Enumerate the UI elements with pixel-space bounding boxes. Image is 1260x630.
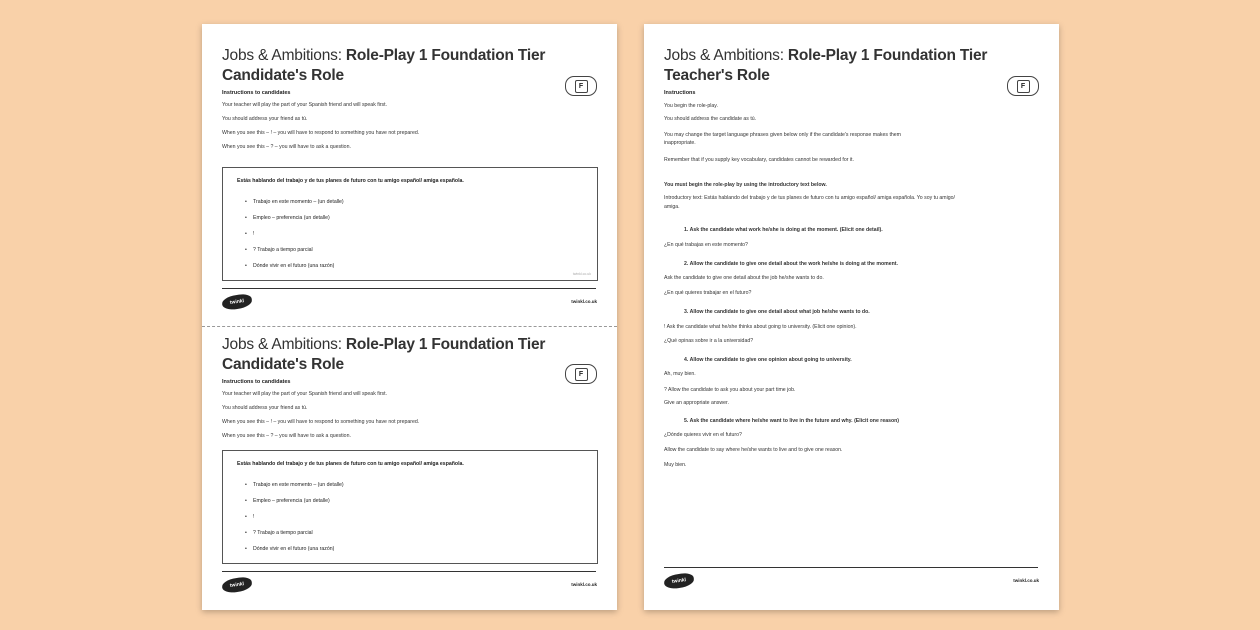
instruction-line: When you see this – ? – you will have to ask a question.	[222, 144, 351, 150]
candidate-sheet	[202, 24, 617, 610]
role-play-box	[222, 450, 598, 564]
instructions-heading: Instructions to candidates	[222, 379, 291, 385]
instruction-line: You should address the candidate as tú.	[664, 116, 757, 122]
instruction-line: Ask the candidate to give one detail about the job he/she wants to do.	[664, 275, 824, 281]
instruction-line: 2. Allow the candidate to give one detail about the work he/she is doing at the moment.	[684, 261, 898, 267]
instruction-line: When you see this – ! – you will have to respond to something you have not prepared.	[222, 130, 420, 136]
task-item: • !	[253, 231, 254, 237]
role-play-box	[222, 167, 598, 281]
instruction-line: Your teacher will play the part of your Spanish friend and will speak first.	[222, 102, 388, 108]
task-item: • Trabajo en este momento – (un detalle)	[253, 199, 344, 205]
instruction-line: Remember that if you supply key vocabulary, candidates cannot be rewarded for it.	[664, 157, 854, 163]
tier-letter: F	[1017, 80, 1030, 93]
instruction-line: 3. Allow the candidate to give one detail about what job he/she wants to do.	[684, 309, 870, 315]
title-role: Teacher's Role	[664, 67, 770, 84]
instruction-line: 1. Ask the candidate what work he/she is doing at the moment. (Elicit one detail).	[684, 227, 883, 233]
task-item: • Empleo – preferencia (un detalle)	[253, 498, 330, 504]
title-main: Role-Play 1 Foundation Tier	[345, 336, 546, 353]
instruction-line: amiga.	[664, 204, 680, 210]
instruction-line: ! Ask the candidate what he/she thinks about going to university. (Elicit one opinion).	[664, 324, 857, 330]
instruction-line: 4. Allow the candidate to give one opinion about going to university.	[684, 357, 852, 363]
title-main: Role-Play 1 Foundation Tier	[787, 47, 988, 64]
tier-badge	[1007, 76, 1039, 96]
twinkl-logo: twinkl	[221, 576, 253, 594]
instruction-line: You must begin the role-play by using the introductory text below.	[664, 182, 827, 188]
title-main: Role-Play 1 Foundation Tier	[345, 47, 546, 64]
footer-site: twinkl.co.uk	[1013, 578, 1039, 583]
title-prefix: Jobs & Ambitions:	[664, 47, 788, 64]
tier-letter: F	[575, 80, 588, 93]
instruction-line: You should address your friend as tú.	[222, 405, 308, 411]
task-item: • ? Trabajo a tiempo parcial	[253, 247, 313, 253]
instruction-line: Give an appropriate answer.	[664, 400, 729, 406]
title-role: Candidate's Role	[222, 356, 344, 373]
task-item: • Empleo – preferencia (un detalle)	[253, 215, 330, 221]
box-heading: Estás hablando del trabajo y de tus planes de futuro con tu amigo español/ amiga española.	[237, 178, 464, 184]
page-title	[222, 46, 545, 86]
task-item: • Trabajo en este momento – (un detalle)	[253, 482, 344, 488]
instructions-heading: Instructions	[664, 90, 696, 96]
title-prefix: Jobs & Ambitions:	[222, 47, 346, 64]
task-item: • Dónde vivir en el futuro (una razón)	[253, 263, 334, 269]
candidate-card-top	[202, 24, 617, 324]
instruction-line: ¿Qué opinas sobre ir a la universidad?	[664, 338, 754, 344]
tier-badge	[565, 364, 597, 384]
instructions-heading: Instructions to candidates	[222, 90, 291, 96]
instruction-line: You may change the target language phrases given below only if the candidate's response makes them	[664, 132, 901, 138]
instruction-line: You should address your friend as tú.	[222, 116, 308, 122]
task-item: • Dónde vivir en el futuro (una razón)	[253, 546, 334, 552]
instruction-line: ¿En qué trabajas en este momento?	[664, 242, 748, 248]
instruction-line: You begin the role-play.	[664, 103, 718, 109]
instruction-line: inappropriate.	[664, 140, 696, 146]
footer-rule	[222, 288, 596, 289]
candidate-card-bottom	[202, 327, 617, 610]
instruction-line: ¿Dónde quieres vivir en el futuro?	[664, 432, 742, 438]
teacher-sheet	[644, 24, 1059, 610]
task-item: • !	[253, 514, 254, 520]
instruction-line: Muy bien.	[664, 462, 687, 468]
instruction-line: ? Allow the candidate to ask you about your part time job.	[664, 387, 796, 393]
footer-rule	[222, 571, 596, 572]
footer-rule	[664, 567, 1038, 568]
instruction-line: When you see this – ? – you will have to ask a question.	[222, 433, 351, 439]
box-footer-id: twinkl.co.uk	[572, 272, 591, 276]
tier-letter: F	[575, 368, 588, 381]
instruction-line: Allow the candidate to say where he/she wants to live and to give one reason.	[664, 447, 843, 453]
title-prefix: Jobs & Ambitions:	[222, 336, 346, 353]
instruction-line: Your teacher will play the part of your Spanish friend and will speak first.	[222, 391, 388, 397]
box-heading: Estás hablando del trabajo y de tus planes de futuro con tu amigo español/ amiga española.	[237, 461, 464, 467]
footer-site: twinkl.co.uk	[571, 299, 597, 304]
twinkl-logo: twinkl	[221, 293, 253, 311]
twinkl-logo: twinkl	[663, 572, 695, 590]
instruction-line: When you see this – ! – you will have to respond to something you have not prepared.	[222, 419, 420, 425]
page-title	[222, 335, 545, 375]
title-role: Candidate's Role	[222, 67, 344, 84]
page-title	[664, 46, 987, 86]
instruction-line: ¿En qué quieres trabajar en el futuro?	[664, 290, 752, 296]
instruction-line: 5. Ask the candidate where he/she want to live in the future and why. (Elicit one reason)	[684, 418, 900, 424]
instruction-line: Introductory text: Estás hablando del trabajo y de tus planes de futuro con tu amigo español/ amiga española. Yo soy tu amigo/	[664, 195, 955, 201]
tier-badge	[565, 76, 597, 96]
task-item: • ? Trabajo a tiempo parcial	[253, 530, 313, 536]
footer-site: twinkl.co.uk	[571, 582, 597, 587]
instruction-line: Ah, muy bien.	[664, 371, 696, 377]
